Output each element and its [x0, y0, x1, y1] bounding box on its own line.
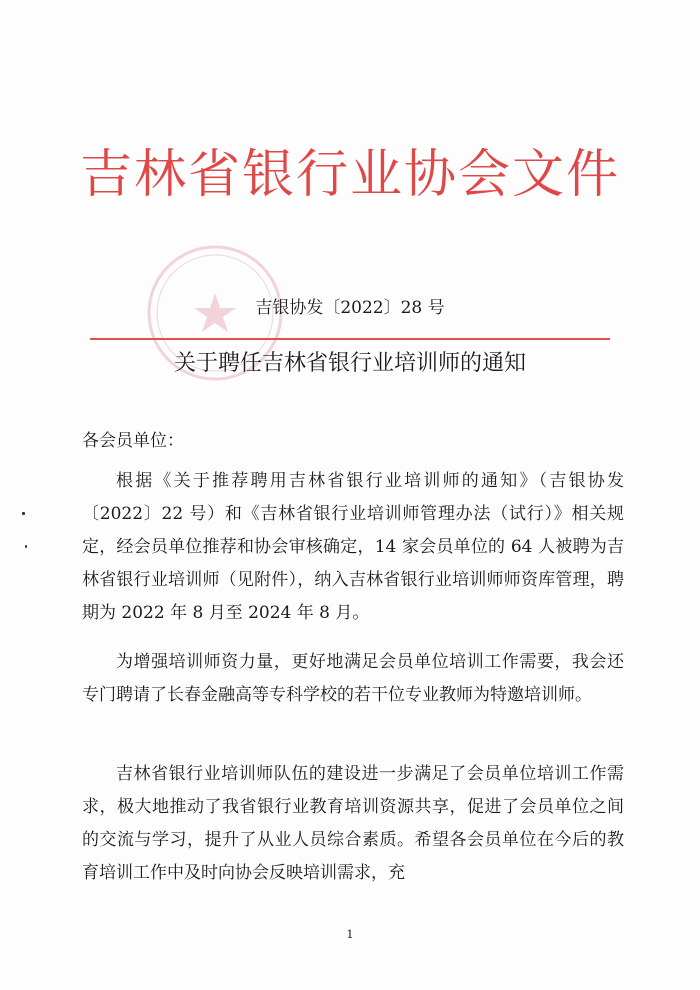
header-divider — [90, 338, 610, 340]
body-paragraph: 为增强培训师资力量，更好地满足会员单位培训工作需要，我会还专门聘请了长春金融高等专科学校的若干位专业教师为特邀培训师。 — [82, 652, 624, 705]
body-paragraph: 根据《关于推荐聘用吉林省银行业培训师的通知》（吉银协发〔2022〕22 号）和《吉林省银行业培训师管理办法（试行）》相关规定，经会员单位推荐和协会审核确定，14 家会员单位的 64 人被聘为吉林省银行业培训师（见附件），纳入吉林省银行业培训师师资库管理，聘期为 2022 年 8 月至 2024 年 8 月。 — [82, 471, 624, 623]
salutation: 各会员单位： — [82, 431, 184, 451]
document-header-title: 吉林省银行业协会文件 — [79, 145, 620, 205]
document-number: 吉银协发〔2022〕28 号 — [255, 298, 445, 318]
page-number: 1 — [346, 928, 354, 941]
notice-title: 关于聘任吉林省银行业培训师的通知 — [173, 351, 526, 376]
scan-speck — [22, 512, 25, 515]
scan-speck — [25, 545, 27, 548]
body-paragraph: 吉林省银行业培训师队伍的建设进一步满足了会员单位培训工作需求，极大地推动了我省银行业教育培训资源共享，促进了会员单位之间的交流与学习，提升了从业人员综合素质。希望各会员单位在今后的教育培训工作中及时向协会反映培训需求，充 — [82, 764, 624, 883]
